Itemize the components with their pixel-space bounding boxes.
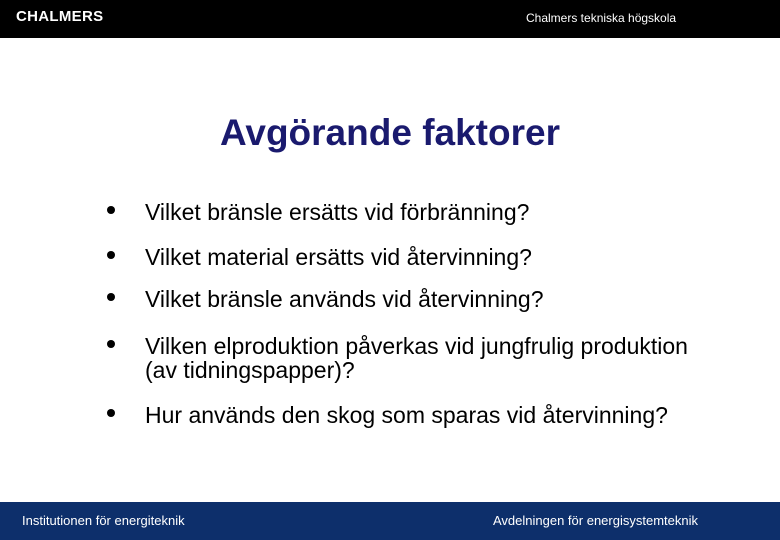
school-name: Chalmers tekniska högskola (526, 11, 677, 25)
bullet-dot-icon (107, 206, 115, 214)
bullet-text: Vilket material ersätts vid återvinning? (145, 244, 532, 270)
bullet-dot-icon (107, 409, 115, 417)
bullet-dot-icon (107, 251, 115, 259)
chalmers-logo: CHALMERS (16, 8, 104, 25)
bullet-text: Vilket bränsle ersätts vid förbränning? (145, 199, 530, 225)
footer-division: Avdelningen för energisystemteknik (493, 513, 698, 528)
bullet-dot-icon (107, 340, 115, 348)
header-bar (0, 0, 780, 38)
footer-department: Institutionen för energiteknik (22, 513, 185, 528)
bullet-text: Vilken elproduktion påverkas vid jungfrulig produktion (av tidningspapper)? (145, 333, 688, 383)
footer-bar (0, 502, 780, 540)
bullet-dot-icon (107, 293, 115, 301)
bullet-text: Hur används den skog som sparas vid återvinning? (145, 402, 668, 428)
slide-title: Avgörande faktorer (220, 112, 560, 153)
bullet-text: Vilket bränsle används vid återvinning? (145, 286, 544, 312)
